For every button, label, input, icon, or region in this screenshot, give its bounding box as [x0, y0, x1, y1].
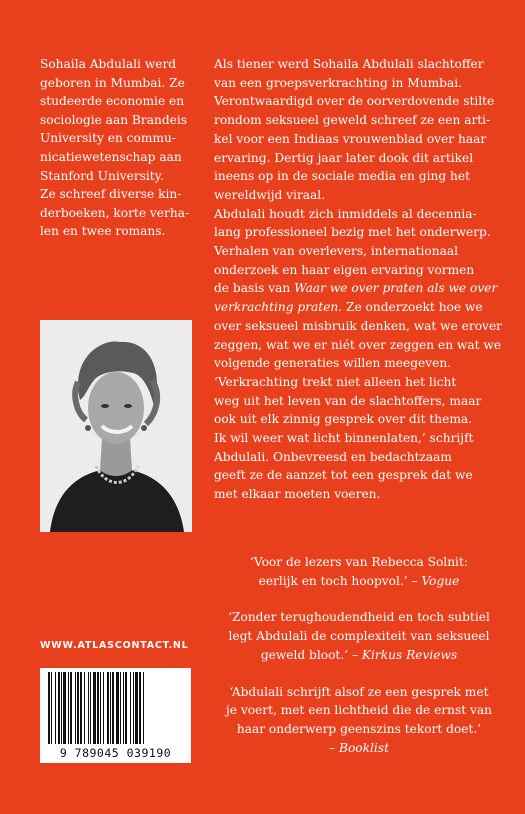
isbn-barcode	[40, 668, 191, 763]
author-portrait-icon	[40, 320, 192, 532]
description-line: kel voor een Indiaas vrouwenblad over haar	[214, 131, 487, 146]
barcode-bar	[143, 672, 144, 744]
quote-line: je voert, met een lichtheid die de ernst van	[225, 703, 493, 718]
barcode-bar	[90, 672, 91, 744]
barcode-bar	[61, 672, 62, 744]
barcode-bar	[51, 672, 52, 744]
description-line: Verontwaardigd over de oorverdovende stilte	[214, 94, 495, 109]
description-line: ‘Verkrachting trekt niet alleen het licht	[214, 374, 457, 389]
barcode-bar	[77, 672, 79, 744]
description-line: ineens op in de sociale media en ging het	[214, 169, 470, 184]
barcode-bar	[139, 672, 141, 744]
barcode-bar	[116, 672, 119, 744]
quote-line: legt Abdulali de complexiteit van seksueel	[228, 629, 490, 644]
barcode-bar	[63, 672, 66, 744]
quote-line: haar onderwerp geenszins tekort doet.’	[236, 721, 482, 736]
description-line: zeggen, wat we er niét over zeggen en wat we	[214, 337, 502, 352]
barcode-bar	[84, 672, 85, 744]
description-line: weg uit het leven van de slachtoffers, maar	[214, 393, 482, 408]
description-line: geeft ze de aanzet tot een gesprek dat we	[214, 468, 473, 483]
bio-line: Ze schreef diverse kin-	[40, 187, 182, 202]
barcode-bar	[88, 672, 89, 744]
quote-line	[214, 646, 504, 665]
barcode-bar	[55, 672, 56, 744]
bio-line: derboeken, korte verha-	[40, 205, 190, 220]
quote-line	[214, 739, 504, 758]
quote-source: Kirkus Reviews	[361, 647, 458, 662]
quote-line: ‘Voor de lezers van Rebecca Solnit:	[250, 555, 468, 569]
description-line: met elkaar moeten voeren.	[214, 487, 381, 502]
description-line	[214, 298, 504, 317]
book-title: verkrachting praten	[214, 300, 339, 315]
quote-text: –	[329, 740, 336, 755]
barcode-bar	[80, 672, 82, 744]
author-photo	[40, 320, 192, 532]
description-line: volgende generaties willen meegeven.	[214, 356, 452, 371]
description-line: ook uit elk zinnig gesprek over dit thema.	[214, 412, 473, 427]
bio-line: len en twee romans.	[40, 224, 166, 239]
book-title: Waar we over praten als we over	[294, 281, 498, 296]
description-line: wereldwijd viraal.	[214, 187, 326, 202]
barcode-bar	[70, 672, 72, 744]
isbn-number: 9 789045 039190	[59, 746, 172, 760]
description-line: over seksueel misbruik denken, wat we erover	[214, 318, 502, 333]
description-text: . Ze onderzoekt hoe we	[338, 300, 483, 315]
quote-line: ‘Zonder terughoudendheid en toch subtiel	[228, 610, 490, 625]
quote-line: ‘Abdulali schrijft alsof ze een gesprek met	[229, 684, 489, 699]
quote-source: Vogue	[421, 573, 460, 588]
barcode-bar	[100, 672, 101, 744]
description-line: lang professioneel bezig met het onderwerp.	[214, 225, 491, 240]
barcode-bar	[58, 672, 60, 744]
barcode-bar	[130, 672, 131, 744]
book-description	[214, 55, 504, 504]
barcode-icon	[40, 668, 191, 746]
review-quotes	[214, 553, 504, 775]
description-line: Abdulali. Onbevreesd en bedachtzaam	[214, 449, 452, 464]
description-text: de basis van	[214, 281, 291, 296]
description-line: Verhalen van overlevers, internationaal	[214, 244, 459, 259]
barcode-bar	[103, 672, 104, 744]
barcode-bar	[48, 672, 50, 744]
barcode-bar	[120, 672, 121, 744]
description-line: Abdulali houdt zich inmiddels al decennia-	[214, 206, 477, 221]
quote-text: eerlijk en toch hoopvol.’ –	[258, 573, 418, 588]
barcode-bar	[97, 672, 99, 744]
barcode-bar	[133, 672, 134, 744]
barcode-bar	[123, 672, 124, 744]
publisher-website[interactable]: WWW.ATLASCONTACT.NL	[40, 640, 189, 651]
description-line: onderzoek en haar eigen ervaring vormen	[214, 262, 475, 277]
bio-line: University en commu-	[40, 131, 176, 146]
description-line: Als tiener werd Sohaila Abdulali slachtoffer	[214, 57, 484, 71]
barcode-bar	[125, 672, 127, 744]
quote-source: Booklist	[339, 740, 389, 755]
bio-line: Stanford University.	[40, 168, 164, 183]
description-line: van een groepsverkrachting in Mumbai.	[214, 75, 462, 90]
barcode-bar	[107, 672, 109, 744]
description-line	[214, 279, 504, 298]
barcode-bar	[68, 672, 69, 744]
barcode-bar	[93, 672, 96, 744]
description-line: ervaring. Dertig jaar later dook dit artikel	[214, 150, 474, 165]
barcode-bar	[110, 672, 111, 744]
review-quote	[214, 608, 504, 664]
bio-line: nicatiewetenschap aan	[40, 149, 182, 164]
description-line: rondom seksueel geweld schreef ze een arti-	[214, 113, 491, 128]
quote-text: geweld bloot.’ –	[260, 647, 359, 662]
review-quote	[214, 683, 504, 758]
barcode-bar	[112, 672, 114, 744]
barcode-bar	[75, 672, 76, 744]
description-line: Ik wil weer wat licht binnenlaten,’ schrijft	[214, 431, 474, 446]
bio-line: sociologie aan Brandeis	[40, 112, 187, 127]
review-quote	[214, 553, 504, 590]
bio-line: studeerde economie en	[40, 94, 185, 109]
author-bio	[40, 55, 200, 241]
barcode-bar	[135, 672, 138, 744]
bio-line: geboren in Mumbai. Ze	[40, 75, 185, 90]
quote-line	[214, 572, 504, 591]
bio-line: Sohaila Abdulali werd	[40, 57, 177, 71]
